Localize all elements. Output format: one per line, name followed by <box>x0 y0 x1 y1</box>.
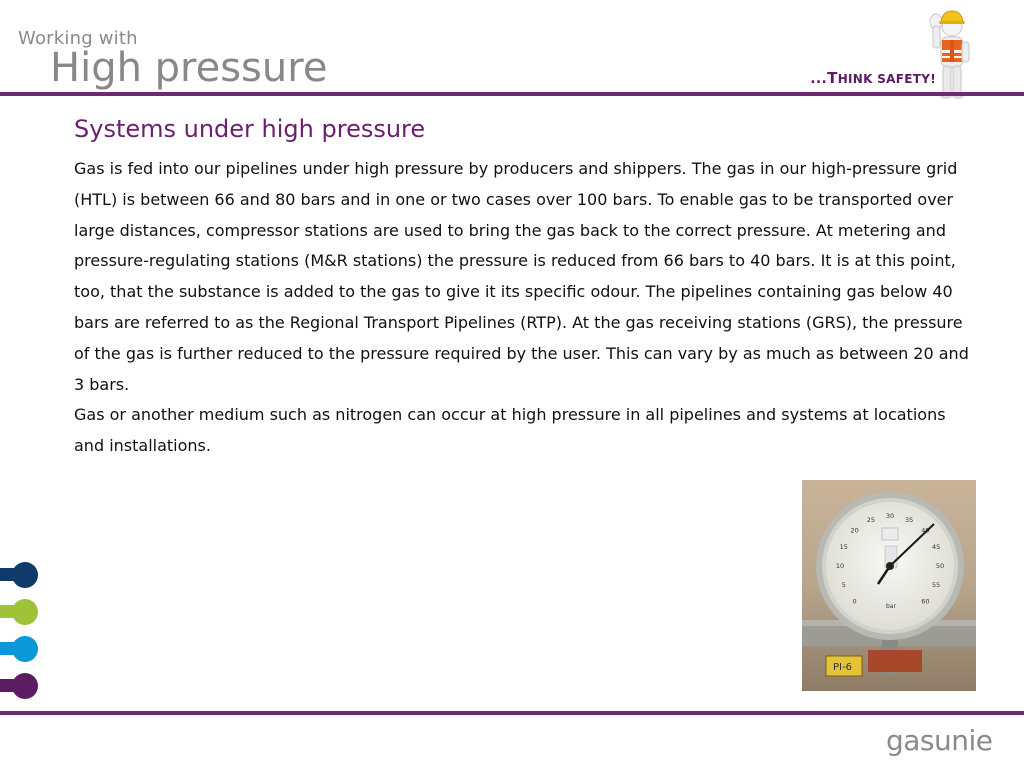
tagline-rest: HINK SAFETY! <box>837 72 936 86</box>
gasunie-logo <box>886 726 1010 760</box>
gasunie-logo-text: gasunie <box>886 726 993 757</box>
header-title: High pressure <box>50 45 328 91</box>
section-title: Systems under high pressure <box>74 115 426 143</box>
gauge-tick-label: 10 <box>835 562 845 570</box>
gauge-tick-label: 15 <box>839 542 848 551</box>
header-divider <box>0 92 1024 96</box>
header-subtitle: Working with <box>18 28 138 49</box>
tagline-prefix: ... <box>810 71 828 87</box>
gauge-tick-label: 25 <box>866 515 876 524</box>
gauge-tick-label: 30 <box>885 512 895 520</box>
gauge-tag-label: PI-6 <box>833 662 852 673</box>
gauge-tick-label: 5 <box>841 581 846 590</box>
construction-worker-icon <box>924 4 980 100</box>
main-content <box>74 112 974 462</box>
tagline-initial: T <box>827 69 838 87</box>
gauge-tick-label: 20 <box>850 526 859 535</box>
body-paragraph: Gas is fed into our pipelines under high pressure by producers and shippers. The gas in our high-pressure grid (HTL) is between 66 and 80 bars and in one or two cases over 100 bars. To enable gas to be transported over large distances, compressor stations are used to bring the gas back to the correct pressure. At metering and pressure-regulating stations (M&R stations) the pressure is reduced from 66 bars to 40 bars. It is at this point, too, that the substance is added to the gas to give it its specific odour. The pipelines containing gas below 40 bars are referred to as the Regional Transport Pipelines (RTP). At the gas receiving stations (GRS), the pressure of the gas is further reduced to the pressure required by the user. This can vary by as much as between 20 and 3 bars. <box>74 159 969 394</box>
gauge-unit: bar <box>886 603 896 610</box>
gauge-tick-label: 45 <box>932 542 941 551</box>
gauge-tick-label: 60 <box>921 597 930 606</box>
pressure-gauge-photo <box>802 480 976 691</box>
footer-divider <box>0 711 1024 715</box>
gauge-tick-label: 55 <box>932 581 941 590</box>
gauge-tick-label: 50 <box>935 562 945 570</box>
gauge-tick-label: 35 <box>904 515 914 524</box>
think-safety-tagline <box>810 69 936 87</box>
slide-header <box>0 0 1024 100</box>
body-paragraph: Gas or another medium such as nitrogen can occur at high pressure in all pipelines and systems at locations and installations. <box>74 405 946 456</box>
gauge-tick-label: 40 <box>921 526 930 535</box>
gauge-tick-label: 0 <box>852 597 857 606</box>
